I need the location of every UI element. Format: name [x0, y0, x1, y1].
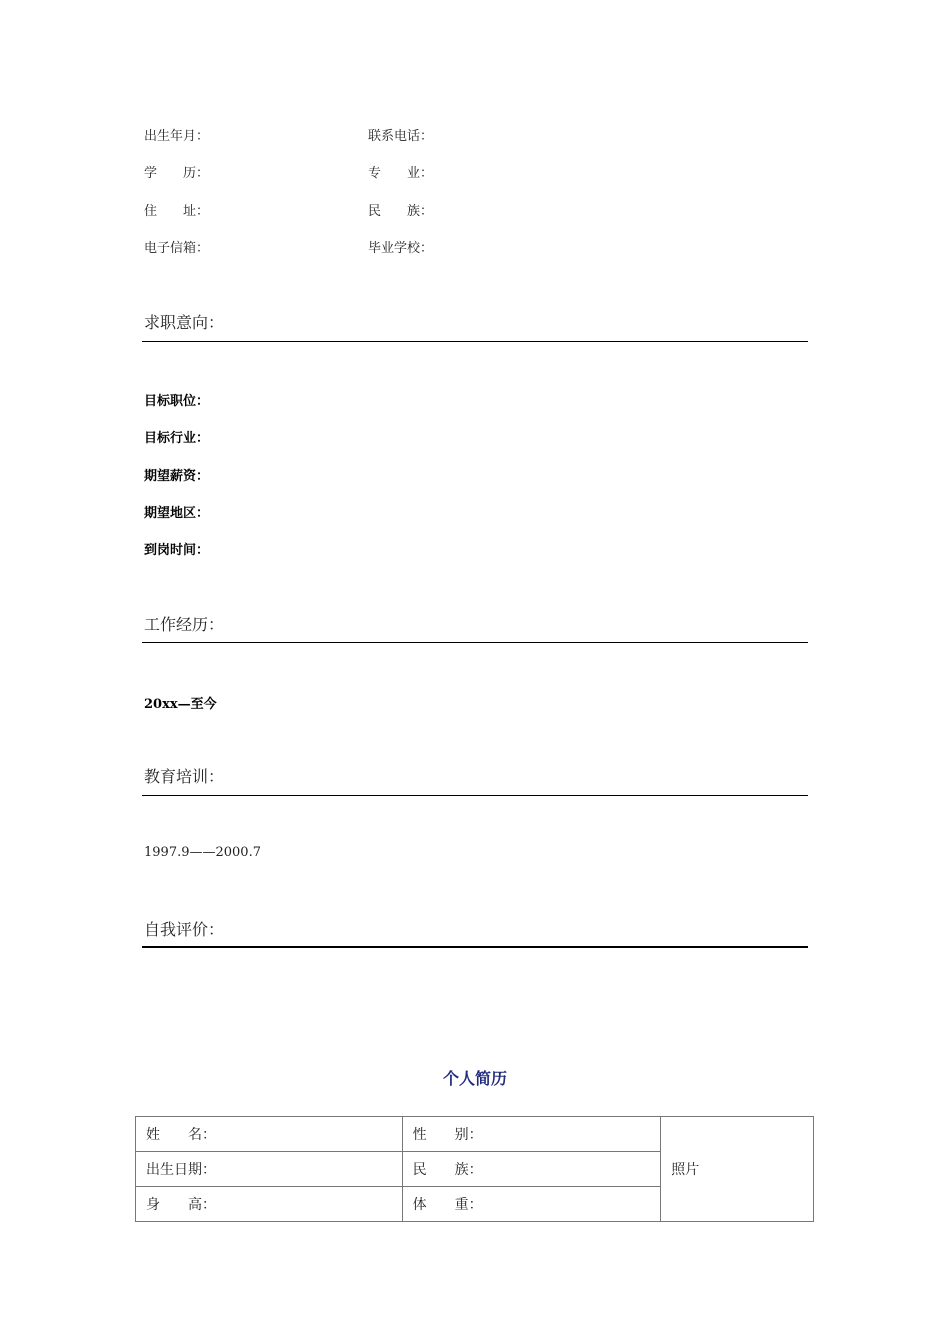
personal-info-table — [135, 1116, 814, 1222]
job-intent-title: 求职意向： — [144, 313, 225, 332]
weight-label: 体 重： — [412, 1197, 483, 1213]
work-period: 20xx—至今 — [144, 697, 217, 712]
self-evaluation-divider — [142, 946, 808, 948]
ethnicity-label: 民 族： — [368, 204, 434, 219]
job-intent-divider — [142, 341, 808, 342]
name-label: 姓 名： — [146, 1127, 216, 1143]
birth-date-cell[interactable] — [136, 1152, 403, 1187]
form-ethnicity-label: 民 族： — [412, 1162, 483, 1178]
self-evaluation-title: 自我评价： — [144, 920, 225, 939]
school-label: 毕业学校： — [368, 241, 434, 256]
resume-title: 个人简历 — [442, 1069, 507, 1088]
table-row — [136, 1117, 814, 1152]
target-position-label: 目标职位： — [144, 394, 210, 409]
education-divider — [142, 795, 808, 796]
gender-cell[interactable] — [402, 1117, 661, 1152]
arrival-time-label: 到岗时间： — [144, 543, 210, 558]
weight-cell[interactable] — [402, 1187, 661, 1222]
education-period: 1997.9——2000.7 — [144, 845, 261, 860]
photo-cell[interactable] — [661, 1117, 814, 1222]
name-cell[interactable] — [136, 1117, 403, 1152]
expected-region-label: 期望地区： — [144, 506, 210, 521]
birth-label: 出生年月： — [144, 129, 210, 144]
email-label: 电子信箱： — [144, 241, 210, 256]
birth-date-label: 出生日期： — [146, 1162, 216, 1178]
phone-label: 联系电话： — [368, 129, 434, 144]
height-cell[interactable] — [136, 1187, 403, 1222]
expected-salary-label: 期望薪资： — [144, 469, 210, 484]
target-industry-label: 目标行业： — [144, 431, 210, 446]
photo-label: 照片 — [671, 1162, 700, 1178]
ethnicity-cell[interactable] — [402, 1152, 661, 1187]
education-label: 学 历： — [144, 166, 210, 181]
work-experience-divider — [142, 642, 808, 643]
gender-label: 性 别： — [412, 1127, 483, 1143]
major-label: 专 业： — [368, 166, 434, 181]
work-experience-title: 工作经历： — [144, 615, 225, 634]
height-label: 身 高： — [146, 1197, 216, 1213]
address-label: 住 址： — [144, 204, 210, 219]
education-title: 教育培训： — [144, 767, 225, 786]
